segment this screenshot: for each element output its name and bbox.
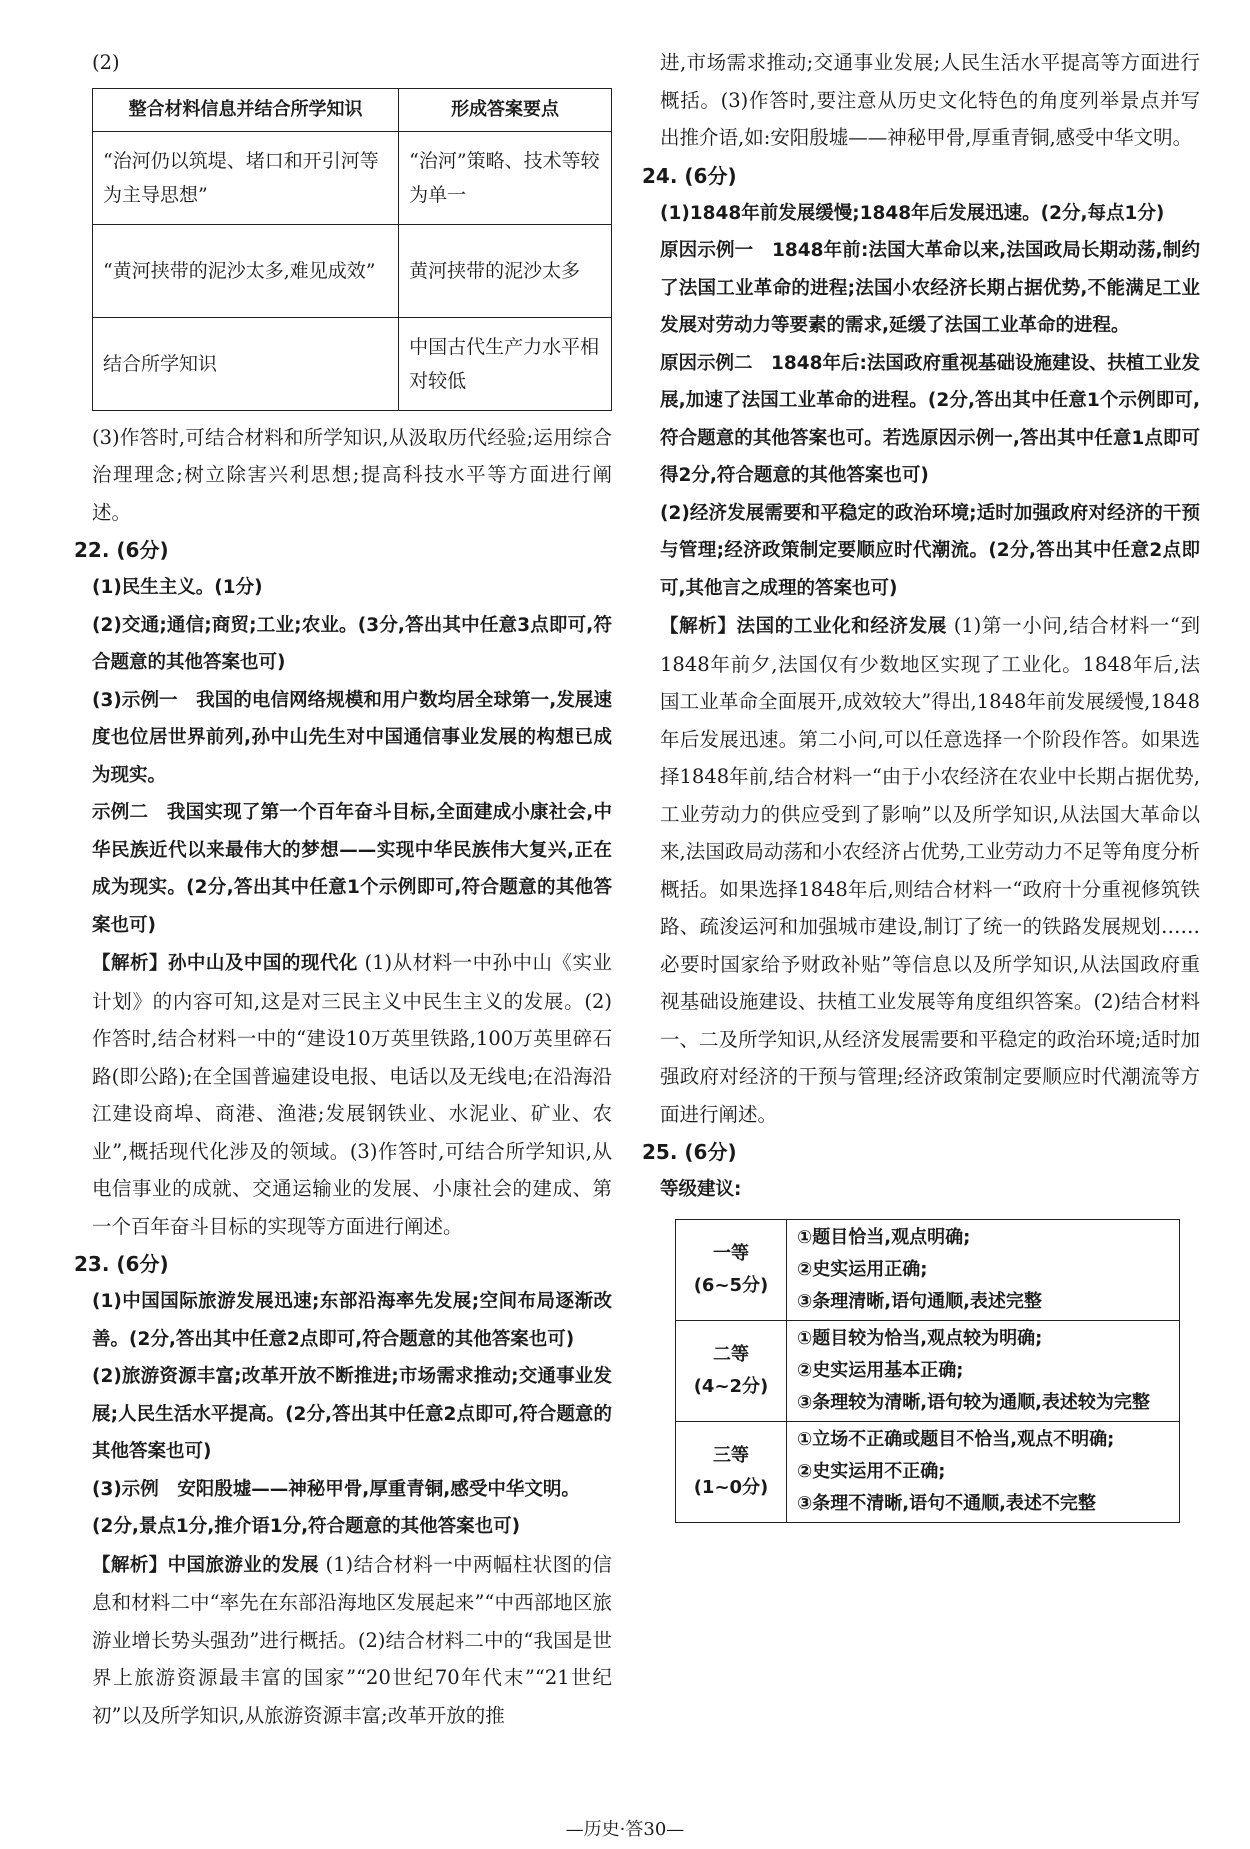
grade-criterion: ③条理不清晰,语句不通顺,表述不完整 [797, 1492, 1096, 1514]
table-cell: “治河”策略、技术等较为单一 [399, 131, 612, 224]
part2-label: (2) [92, 51, 120, 74]
grade-level [676, 1320, 787, 1421]
grade-table [675, 1219, 1180, 1523]
grade-level-name: 一等 [713, 1242, 749, 1264]
right-column [642, 44, 1200, 1523]
q24-reason-1: 原因示例一 1848年前:法国大革命以来,法国政局长期动荡,制约了法国工业革命的进程;法国小农经济长期占据优势,不能满足工业发展对劳动力等要素的需求,延缓了法国工业革命的进程。 [660, 240, 1200, 336]
table-row [93, 131, 612, 224]
table-row [93, 317, 612, 410]
q24-reason-2: 原因示例二 1848年后:法国政府重视基础设施建设、扶植工业发展,加速了法国工业革命的进程。(2分,答出其中任意1个示例即可,符合题意的其他答案也可。若选原因示例一,答出其中任意1点即可得2分,符合题意的其他答案也可) [660, 352, 1200, 486]
q23-answer-2: (2)旅游资源丰富;改革开放不断推进;市场需求推动;交通事业发展;人民生活水平提高。(2分,答出其中任意2点即可,符合题意的其他答案也可) [92, 1366, 612, 1462]
grade-criteria [787, 1421, 1180, 1522]
table-cell: 中国古代生产力水平相对较低 [399, 317, 612, 410]
q22-title: 22. (6分) [74, 538, 169, 562]
q23-analysis-tag: 【解析】中国旅游业的发展 [92, 1554, 319, 1576]
table-cell: 结合所学知识 [93, 317, 399, 410]
left-column [74, 44, 612, 1734]
grade-level [676, 1219, 787, 1320]
grade-level [676, 1421, 787, 1522]
table-cell: 黄河挟带的泥沙太多 [399, 224, 612, 317]
q24-analysis-tag: 【解析】法国的工业化和经济发展 [660, 616, 947, 637]
q23-analysis-text: (1)结合材料一中两幅柱状图的信息和材料二中“率先在东部沿海地区发展起来”“中西部地区旅游业增长势头强劲”进行概括。(2)结合材料二中的“我国是世界上旅游资源最丰富的国家”“20世纪70年代末”“21世纪初”以及所学知识,从旅游资源丰富;改革开放的推 [92, 1552, 612, 1727]
grade-criteria [787, 1219, 1180, 1320]
q22-analysis [92, 944, 612, 1245]
grade-row [676, 1219, 1180, 1320]
q24-analysis [660, 607, 1200, 1133]
grade-row [676, 1421, 1180, 1522]
grade-criterion: ③条理较为清晰,语句较为通顺,表述较为完整 [797, 1391, 1150, 1413]
q23-answer-3b: (2分,景点1分,推介语1分,符合题意的其他答案也可) [92, 1516, 521, 1537]
table-cell: “治河仍以筑堤、堵口和开引河等为主导思想” [93, 131, 399, 224]
grade-criterion: ①题目较为恰当,观点较为明确; [797, 1327, 1043, 1349]
table-cell: “黄河挟带的泥沙太多,难见成效” [93, 224, 399, 317]
grade-criterion: ③条理清晰,语句通顺,表述完整 [797, 1290, 1042, 1312]
q23-answer-3: (3)示例 安阳殷墟——神秘甲骨,厚重青铜,感受中华文明。 [92, 1478, 580, 1500]
q23-title: 23. (6分) [74, 1252, 169, 1276]
q24-answer-2: (2)经济发展需要和平稳定的政治环境;适时加强政府对经济的干预与管理;经济政策制定要顺应时代潮流。(2分,答出其中任意2点即可,其他言之成理的答案也可) [660, 502, 1200, 599]
q25-title: 25. (6分) [642, 1140, 737, 1164]
table-row [93, 224, 612, 317]
q24-answer-1: (1)1848年前发展缓慢;1848年后发展迅速。(2分,每点1分) [660, 202, 1165, 224]
grade-criterion: ②史实运用正确; [797, 1258, 928, 1280]
grade-criterion: ①题目恰当,观点明确; [797, 1226, 971, 1248]
grade-level-name: 二等 [713, 1343, 749, 1365]
grade-criterion: ②史实运用基本正确; [797, 1359, 964, 1381]
q23-continuation: 进,市场需求推动;交通事业发展;人民生活水平提高等方面进行概括。(3)作答时,要注意从历史文化特色的角度列举景点并写出推介语,如:安阳殷墟——神秘甲骨,厚重青铜,感受中华文明。 [660, 51, 1200, 149]
grade-level-score: (1~0分) [693, 1476, 769, 1498]
q24-analysis-text: (1)第一小问,结合材料一“到1848年前夕,法国仅有少数地区实现了工业化。1848年后,法国工业革命全面展开,成效较大”得出,1848年前发展缓慢,1848年后发展迅速。第二小问,可以任意选择一个阶段作答。如果选择1848年前,结合材料一“由于小农经济在农业中长期占据优势,工业劳动力的供应受到了影响”以及所学知识,从法国大革命以来,法国政局动荡和小农经济占优势,工业劳动力不足等角度分析概括。如果选择1848年后,则结合材料一“政府十分重视修筑铁路、疏浚运河和加强城市建设,制订了统一的铁路发展规划……必要时国家给予财政补贴”等信息以及所学知识,从法国政府重视基础设施建设、扶植工业发展等角度组织答案。(2)结合材料一、二及所学知识,从经济发展需要和平稳定的政治环境;适时加强政府对经济的干预与管理;经济政策制定要顺应时代潮流等方面进行阐述。 [660, 614, 1200, 1126]
q22-analysis-tag: 【解析】孙中山及中国的现代化 [92, 953, 358, 974]
table-header: 整合材料信息并结合所学知识 [93, 88, 399, 131]
q23-answer-1: (1)中国国际旅游发展迅速;东部沿海率先发展;空间布局逐渐改善。(2分,答出其中任意2点即可,符合题意的其他答案也可) [92, 1291, 612, 1350]
q25-subtitle: 等级建议: [660, 1179, 742, 1200]
q22-answer-3b: 示例二 我国实现了第一个百年奋斗目标,全面建成小康社会,中华民族近代以来最伟大的梦想——实现中华民族伟大复兴,正在成为现实。(2分,答出其中任意1个示例即可,符合题意的其他答案也可) [92, 802, 612, 936]
table-header: 形成答案要点 [399, 88, 612, 131]
grade-criterion: ①立场不正确或题目不恰当,观点不明确; [797, 1428, 1115, 1450]
grade-level-name: 三等 [713, 1444, 749, 1466]
q23-analysis [92, 1546, 612, 1735]
q22-answer-3: (3)示例一 我国的电信网络规模和用户数均居全球第一,发展速度也位居世界前列,孙中山先生对中国通信事业发展的构想已成为现实。 [92, 689, 612, 786]
page-footer: —历史·答30— [565, 1819, 685, 1840]
answer-table [92, 88, 612, 411]
table-header-row [93, 88, 612, 131]
grade-level-score: (6~5分) [693, 1274, 769, 1296]
q24-title: 24. (6分) [642, 163, 737, 188]
grade-criteria [787, 1320, 1180, 1421]
q22-analysis-text: (1)从材料一中孙中山《实业计划》的内容可知,这是对三民主义中民生主义的发展。(2)作答时,结合材料一中的“建设10万英里铁路,100万英里碎石路(即公路);在全国普遍建设电报、电话以及无线电;在沿海沿江建设商埠、商港、渔港;发展钢铁业、水泥业、矿业、农业”,概括现代化涉及的领域。(3)作答时,可结合所学知识,从电信事业的成就、交通运输业的发展、小康社会的建成、第一个百年奋斗目标的实现等方面进行阐述。 [92, 951, 612, 1238]
grade-level-score: (4~2分) [693, 1375, 769, 1397]
grade-criterion: ②史实运用不正确; [797, 1460, 946, 1482]
q22-answer-1: (1)民生主义。(1分) [92, 577, 263, 598]
grade-row [676, 1320, 1180, 1421]
part3-text: (3)作答时,可结合材料和所学知识,从汲取历代经验;运用综合治理理念;树立除害兴利思想;提高科技水平等方面进行阐述。 [92, 425, 612, 524]
q22-answer-2: (2)交通;通信;商贸;工业;农业。(3分,答出其中任意3点即可,符合题意的其他答案也可) [92, 614, 612, 673]
